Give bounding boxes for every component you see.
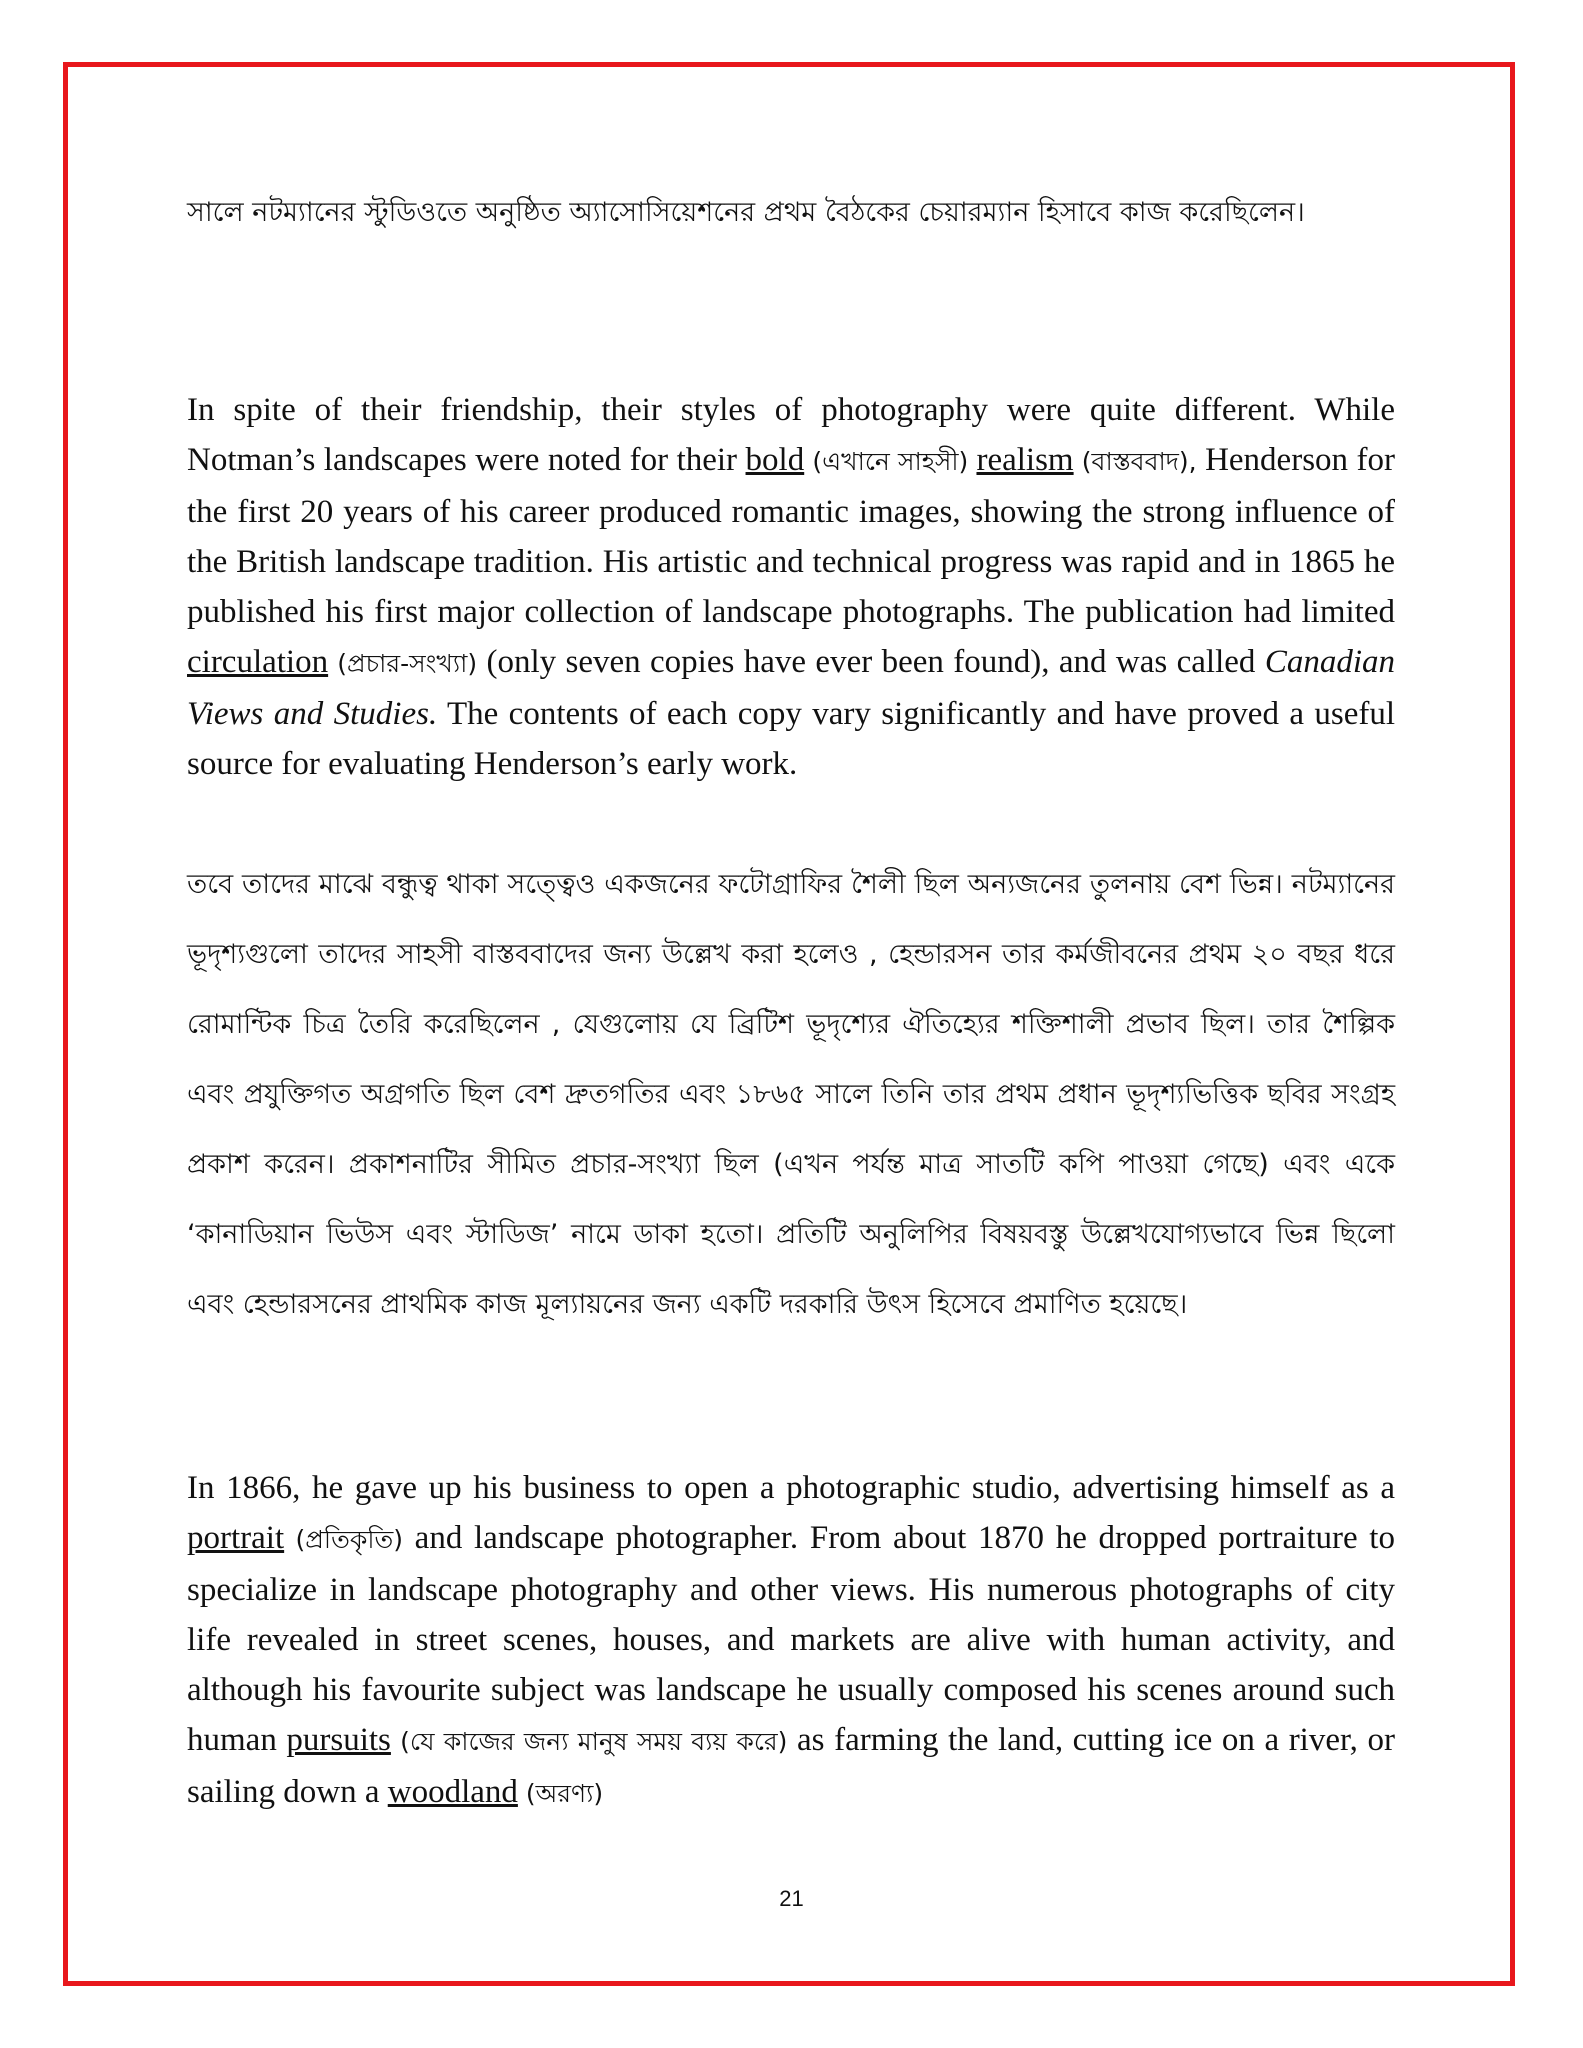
gloss-realism: (বাস্তববাদ), [1073, 447, 1197, 476]
gloss-portrait: (প্রতিকৃতি) [284, 1525, 403, 1554]
english-paragraph-1: In spite of their friendship, their styles of photography were quite different. While Notman’s landscapes were noted for their bold (এখানে সাহসী) realism (বাস্তববাদ), Henderson for the first 20 years of his career produced romantic images, showing the strong influence of the British landscape tradition. His artistic and technical progress was rapid and in 1865 he published his first major collection of landscape photographs. The publication had limited circulation (প্রচার-সংখ্যা) (only seven copies have ever been found), and was called Canadian Views and Studies. The contents of each copy vary significantly and have proved a useful source for evaluating Henderson’s early work. [187, 392, 1396, 782]
bengali-paragraph-1: সালে নটম্যানের স্টুডিওতে অনুষ্ঠিত অ্যাসোসিয়েশনের প্রথম বৈঠকের চেয়ারম্যান হিসাবে কাজ করেছিলেন। [187, 197, 1305, 228]
gloss-woodland: (অরণ্য) [517, 1779, 604, 1808]
bengali-paragraph-2: তবে তাদের মাঝে বন্ধুত্ব থাকা সত্ত্বেও একজনের ফটোগ্রাফির শৈলী ছিল অন্যজনের তুলনায় বেশ ভিন্ন। নটম্যানের ভূদৃশ্যগুলো তাদের সাহসী বাস্তববাদের জন্য উল্লেখ করা হলেও , হেন্ডারসন তার কর্মজীবনের প্রথম ২০ বছর ধরে রোমান্টিক চিত্র তৈরি করেছিলেন , যেগুলোয় যে ব্রিটিশ ভূদৃশ্যের ঐতিহ্যের শক্তিশালী প্রভাব ছিল। তার শৈল্পিক এবং প্রযুক্তিগত অগ্রগতি ছিল বেশ দ্রুতগতির এবং ১৮৬৫ সালে তিনি তার প্রথম প্রধান ভূদৃশ্যভিত্তিক ছবির সংগ্রহ প্রকাশ করেন। প্রকাশনাটির সীমিত প্রচার-সংখ্যা ছিল (এখন পর্যন্ত মাত্র সাতটি কপি পাওয়া গেছে) এবং একে ‘কানাডিয়ান ভিউস এবং স্টাডিজ’ নামে ডাকা হতো। প্রতিটি অনুলিপির বিষয়বস্তু উল্লেখযোগ্যভাবে ভিন্ন ছিলো এবং হেন্ডারসনের প্রাথমিক কাজ মূল্যায়নের জন্য একটি দরকারি উৎস হিসেবে প্রমাণিত হয়েছে। [187, 869, 1395, 1320]
page-number: 21 [779, 1886, 804, 1911]
english-paragraph-2: In 1866, he gave up his business to open a photographic studio, advertising himself as a portrait (প্রতিকৃতি) and landscape photographer. From about 1870 he dropped portraiture to specialize in landscape photography and other views. His numerous photographs of city life revealed in street scenes, houses, and markets are alive with human activity, and although his favourite subject was landscape he usually composed his scenes around such human pursuits (যে কাজের জন্য মানুষ সময় ব্যয় করে) as farming the land, cutting ice on a river, or sailing down a woodland (অরণ্য) [187, 1470, 1395, 1810]
gloss-circulation: (প্রচার-সংখ্যা) [328, 649, 478, 678]
gloss-pursuits: (যে কাজের জন্য মানুষ সময় ব্যয় করে) [390, 1727, 788, 1756]
vocab-bold: bold [745, 442, 805, 478]
vocab-pursuits: pursuits [286, 1722, 391, 1758]
vocab-portrait: portrait [187, 1520, 285, 1556]
gloss-bold: (এখানে সাহসী) [804, 447, 977, 476]
book-title: Canadian Views and Studies. [187, 644, 1395, 732]
vocab-woodland: woodland [387, 1774, 518, 1810]
vocab-circulation: circulation [187, 644, 329, 680]
vocab-realism: realism [976, 442, 1074, 478]
